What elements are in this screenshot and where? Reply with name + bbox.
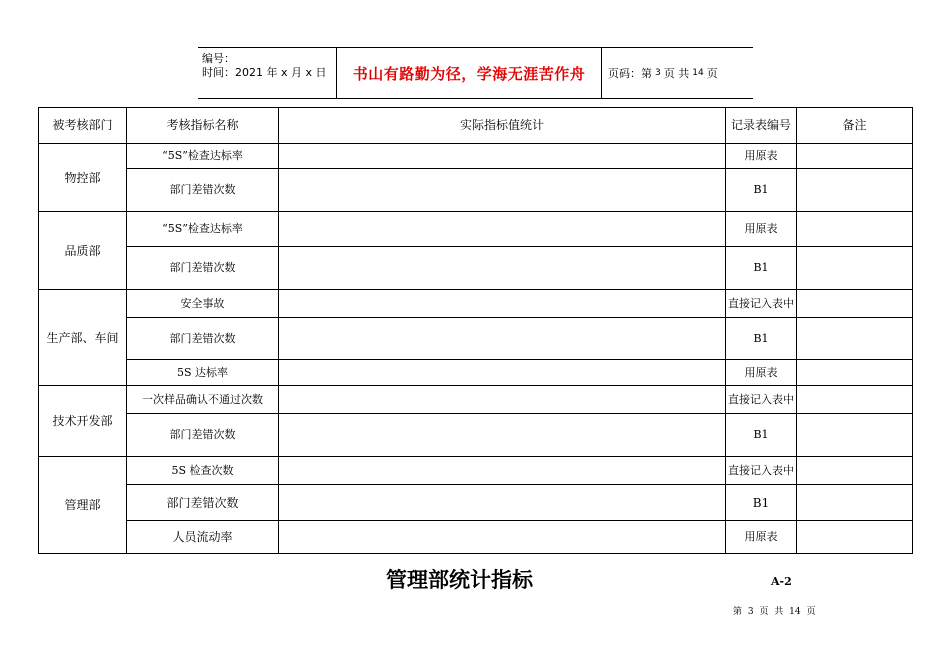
note-cell [797, 290, 913, 318]
table-row [39, 521, 913, 554]
value-cell [279, 386, 726, 414]
assessment-table [38, 107, 913, 554]
metric-cell: 部门差错次数 [127, 169, 279, 212]
metric-cell: 部门差错次数 [127, 318, 279, 360]
dept-cell: 生产部、车间 [39, 290, 127, 386]
table-row [39, 144, 913, 169]
col-header-metric: 考核指标名称 [127, 108, 279, 144]
metric-cell: “5S”检查达标率 [127, 144, 279, 169]
page-end: 页 [706, 67, 718, 80]
value-cell [279, 144, 726, 169]
note-cell [797, 360, 913, 386]
table-row [39, 360, 913, 386]
table-row [39, 169, 913, 212]
note-cell [797, 144, 913, 169]
table-row [39, 212, 913, 247]
table-row [39, 485, 913, 521]
header-page [602, 48, 753, 98]
page-current: 3 [655, 68, 661, 78]
page-mid: 页 共 [663, 67, 690, 80]
record-cell: 用原表 [726, 360, 797, 386]
dept-cell: 物控部 [39, 144, 127, 212]
page-footer: 第 3 页 共 14 页 [733, 607, 816, 617]
table-row [39, 386, 913, 414]
note-cell [797, 318, 913, 360]
record-cell: 用原表 [726, 144, 797, 169]
record-cell: 直接记入表中 [726, 386, 797, 414]
col-header-note: 备注 [797, 108, 913, 144]
col-header-record: 记录表编号 [726, 108, 797, 144]
table-row [39, 290, 913, 318]
number-label: 编号： [202, 52, 235, 65]
value-cell [279, 318, 726, 360]
metric-cell: 部门差错次数 [127, 485, 279, 521]
metric-cell: 部门差错次数 [127, 247, 279, 290]
page-label: 页码：第 [608, 67, 652, 80]
metric-cell: 5S 达标率 [127, 360, 279, 386]
dept-cell: 管理部 [39, 457, 127, 554]
time-label: 时间：2021 年 x 月 x 日 [202, 66, 327, 79]
record-cell: 直接记入表中 [726, 290, 797, 318]
value-cell [279, 169, 726, 212]
record-cell: B1 [726, 169, 797, 212]
record-cell: 用原表 [726, 521, 797, 554]
metric-cell: 部门差错次数 [127, 414, 279, 457]
record-cell: B1 [726, 247, 797, 290]
value-cell [279, 521, 726, 554]
record-cell: B1 [726, 485, 797, 521]
value-cell [279, 485, 726, 521]
record-cell: 用原表 [726, 212, 797, 247]
note-cell [797, 212, 913, 247]
note-cell [797, 386, 913, 414]
table-row [39, 318, 913, 360]
note-cell [797, 414, 913, 457]
record-cell: B1 [726, 318, 797, 360]
record-cell: B1 [726, 414, 797, 457]
header-meta [198, 48, 337, 98]
value-cell [279, 212, 726, 247]
note-cell [797, 457, 913, 485]
page-title: 管理部统计指标 [386, 568, 533, 592]
record-cell: 直接记入表中 [726, 457, 797, 485]
note-cell [797, 521, 913, 554]
table-row [39, 457, 913, 485]
dept-cell: 技术开发部 [39, 386, 127, 457]
value-cell [279, 457, 726, 485]
table-row [39, 247, 913, 290]
table-header-row [39, 108, 913, 144]
metric-cell: 一次样品确认不通过次数 [127, 386, 279, 414]
col-header-value: 实际指标值统计 [279, 108, 726, 144]
header-slogan: 书山有路勤为径，学海无涯苦作舟 [337, 48, 602, 98]
value-cell [279, 360, 726, 386]
value-cell [279, 290, 726, 318]
metric-cell: 安全事故 [127, 290, 279, 318]
dept-cell: 品质部 [39, 212, 127, 290]
note-cell [797, 485, 913, 521]
value-cell [279, 414, 726, 457]
value-cell [279, 247, 726, 290]
metric-cell: “5S”检查达标率 [127, 212, 279, 247]
note-cell [797, 247, 913, 290]
note-cell [797, 169, 913, 212]
col-header-dept: 被考核部门 [39, 108, 127, 144]
metric-cell: 人员流动率 [127, 521, 279, 554]
page-header [198, 47, 753, 99]
form-code: A-2 [771, 575, 792, 588]
metric-cell: 5S 检查次数 [127, 457, 279, 485]
table-row [39, 414, 913, 457]
page-total: 14 [692, 68, 704, 78]
